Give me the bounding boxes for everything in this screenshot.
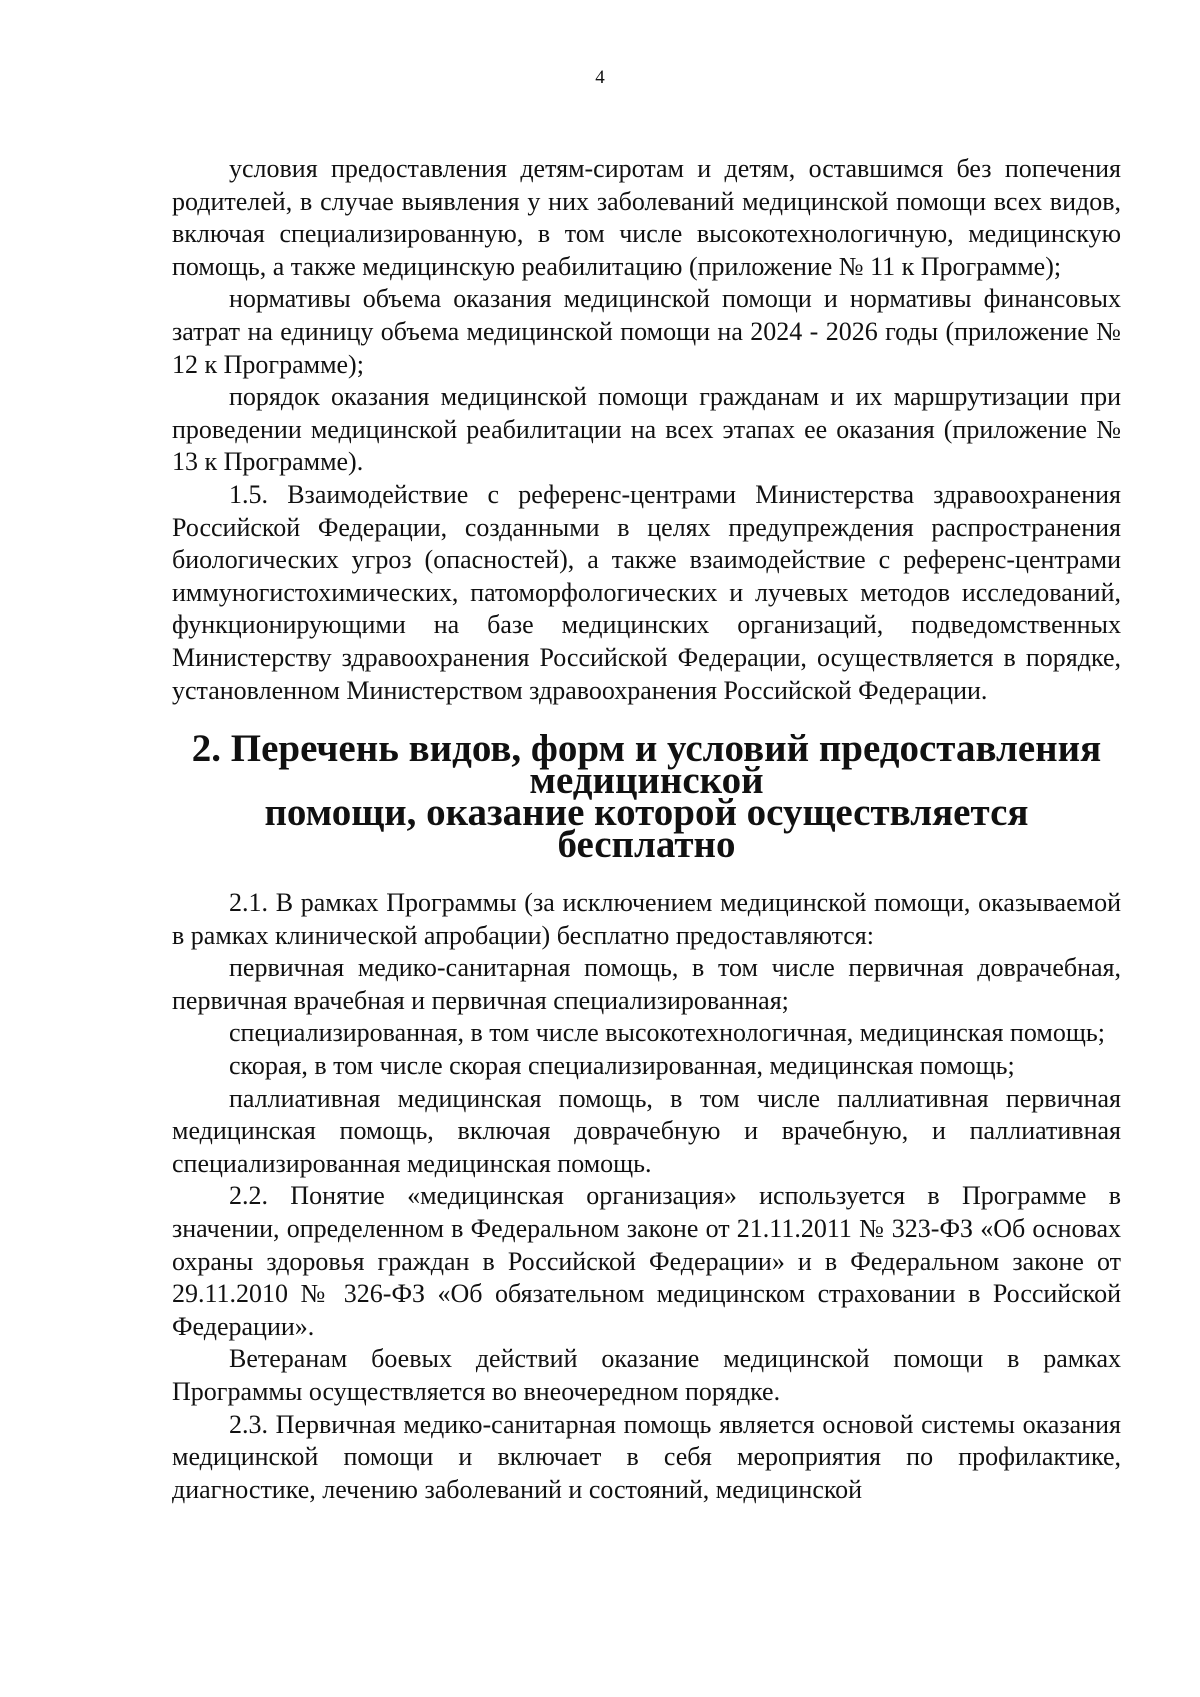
paragraph-palliative-care: паллиативная медицинская помощь, в том числе паллиативная первичная медицинская помощь, включая доврачебную и врачебную, и паллиативная специализированная медицинская помощь. <box>172 1083 1121 1178</box>
paragraph-2-1: 2.1. В рамках Программы (за исключением медицинской помощи, оказываемой в рамках клинической апробации) бесплатно предоставляются: <box>172 888 1121 950</box>
paragraph-veterans: Ветеранам боевых действий оказание медицинской помощи в рамках Программы осуществляется во внеочередном порядке. <box>172 1344 1121 1406</box>
paragraph-specialized-care: специализированная, в том числе высокотехнологичная, медицинская помощь; <box>229 1018 1105 1048</box>
section-2-heading-line-1: 2. Перечень видов, форм и условий предоставления медицинской <box>191 727 1102 803</box>
paragraph-orphan-conditions: условия предоставления детям-сиротам и детям, оставшимся без попечения родителей, в случае выявления у них заболеваний медицинской помощи всех видов, включая специализированную, в том числе высокотехнологичную, медицинскую помощь, а также медицинскую реабилитацию (приложение № 11 к Программе); <box>172 154 1121 281</box>
paragraph-volume-norms: нормативы объема оказания медицинской помощи и нормативы финансовых затрат на единицу объема медицинской помощи на 2024 - 2026 годы (приложение № 12 к Программе); <box>172 284 1121 379</box>
paragraph-1-5-reference-centers: 1.5. Взаимодействие с референс-центрами Министерства здравоохранения Российской Федерации, созданными в целях предупреждения распространения биологических угроз (опасностей), а также взаимодействие с референс-центрами иммуногистохимических, патоморфологических и лучевых методов исследований, функционирующими на базе медицинских организаций, подведомственных Министерству здравоохранения Российской Федерации, осуществляется в порядке, установленном Министерством здравоохранения Российской Федерации. <box>172 479 1121 705</box>
section-2-heading-line-2: помощи, оказание которой осуществляется бесплатно <box>264 791 1029 867</box>
paragraph-2-3: 2.3. Первичная медико-санитарная помощь является основой системы оказания медицинской помощи и включает в себя мероприятия по профилактике, диагностике, лечению заболеваний и состояний, медицинской <box>172 1409 1121 1504</box>
document-body <box>172 153 1121 1506</box>
section-2-heading <box>172 727 1121 867</box>
page-number: 4 <box>595 67 605 88</box>
paragraph-rehabilitation-routing: порядок оказания медицинской помощи гражданам и их маршрутизации при проведении медицинской реабилитации на всех этапах ее оказания (приложение № 13 к Программе). <box>172 382 1121 477</box>
paragraph-emergency-care: скорая, в том числе скорая специализированная, медицинская помощь; <box>229 1051 1015 1081</box>
paragraph-2-2: 2.2. Понятие «медицинская организация» используется в Программе в значении, определенном в Федеральном законе от 21.11.2011 № 323-ФЗ «Об основах охраны здоровья граждан в Российской Федерации» и в Федеральном законе от 29.11.2010 № 326-ФЗ «Об обязательном медицинском страховании в Российской Федерации». <box>172 1181 1121 1341</box>
paragraph-primary-care: первичная медико-санитарная помощь, в том числе первичная доврачебная, первичная врачебная и первичная специализированная; <box>172 953 1121 1015</box>
